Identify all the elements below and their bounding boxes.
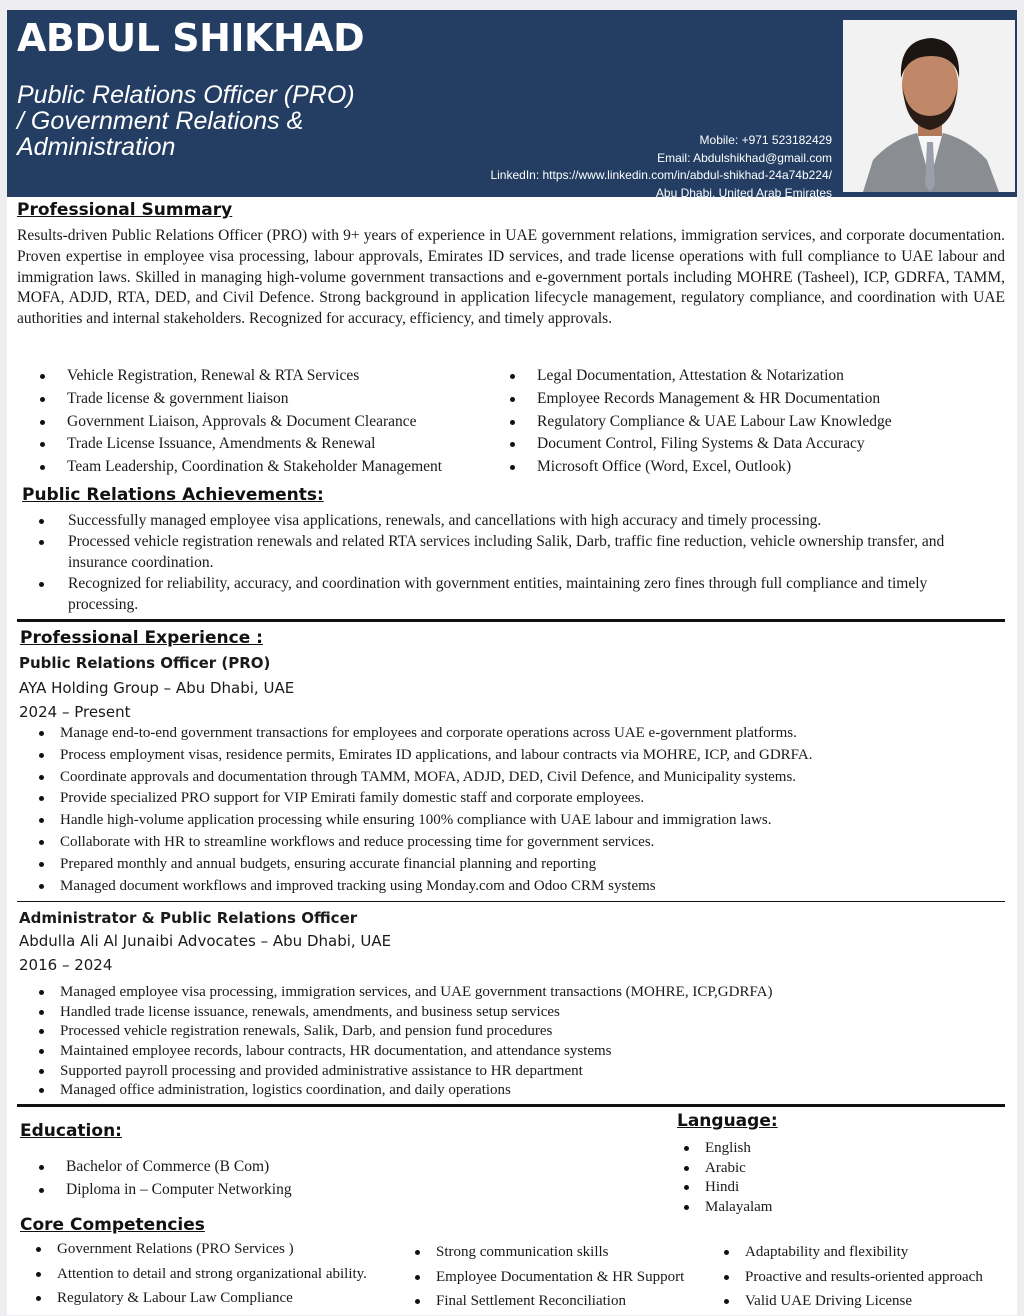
job-bullet: Collaborate with HR to streamline workflows and reduce processing time for government services. — [60, 832, 1000, 854]
skill-item: Government Liaison, Approvals & Document Clearance — [67, 412, 497, 435]
job-bullet: Processed vehicle registration renewals, Salik, Darb, and pension fund procedures — [60, 1021, 1000, 1041]
skill-item: Trade License Issuance, Amendments & Renewal — [67, 434, 497, 457]
achievements-heading: Public Relations Achievements: — [22, 485, 324, 505]
competency-item: Regulatory & Labour Law Compliance — [57, 1288, 417, 1313]
summary-text: Results-driven Public Relations Officer (PRO) with 9+ years of experience in UAE government relations, immigration services, and corporate documentation. Proven expertise in employee visa processing, labour approvals, Emirates ID services, and trade license operations with full compliance to UAE labour and immigration laws. Skilled in managing high-volume government transactions and e-government portals including MOHRE (Tasheel), ICP, GDRFA, TAMM, MOFA, ADJD, RTA, DED, and Civil Defence. Strong background in application lifecycle management, regulatory compliance, and coordination with UAE authorities and internal stakeholders. Recognized for accuracy, efficiency, and timely approvals. — [17, 227, 1005, 328]
competency-item: Government Relations (PRO Services ) — [57, 1239, 417, 1264]
education-item: Diploma in – Computer Networking — [66, 1180, 466, 1203]
job-bullet: Handle high-volume application processing while ensuring 100% compliance with UAE labour and immigration laws. — [60, 810, 1000, 832]
section-divider — [17, 619, 1005, 622]
summary-heading: Professional Summary — [17, 200, 233, 220]
job-bullet: Prepared monthly and annual budgets, ensuring accurate financial planning and reporting — [60, 854, 1000, 876]
achievement-item: Processed vehicle registration renewals and related RTA services including Salik, Darb, traffic fine reduction, vehicle ownership transfer, and insurance coordination. — [68, 532, 953, 574]
skill-item: Microsoft Office (Word, Excel, Outlook) — [537, 457, 977, 480]
skill-item: Trade license & government liaison — [67, 389, 497, 412]
skill-item: Document Control, Filing Systems & Data Accuracy — [537, 434, 977, 457]
job-bullet: Managed document workflows and improved tracking using Monday.com and Odoo CRM systems — [60, 876, 1000, 898]
competency-item: Employee Documentation & HR Support — [436, 1267, 726, 1292]
skills-list-right — [537, 366, 977, 480]
education-list — [66, 1157, 466, 1203]
skill-item: Team Leadership, Coordination & Stakeholder Management — [67, 457, 497, 480]
education-item: Bachelor of Commerce (B Com) — [66, 1157, 466, 1180]
competency-item: Strong communication skills — [436, 1242, 726, 1267]
language-heading: Language: — [677, 1111, 778, 1131]
profile-photo — [843, 20, 1015, 192]
job-title: Administrator & Public Relations Officer — [19, 909, 358, 927]
location: Abu Dhabi, United Arab Emirates — [655, 185, 832, 200]
contact-info — [490, 132, 832, 202]
skill-item: Legal Documentation, Attestation & Notarization — [537, 366, 977, 389]
competencies-heading: Core Competencies — [20, 1215, 205, 1235]
competency-item: Attention to detail and strong organizational ability. — [57, 1264, 417, 1289]
competencies-col1 — [57, 1239, 417, 1313]
email: Email: Abdulshikhad@gmail.com — [657, 150, 832, 165]
language-list — [705, 1138, 905, 1217]
job-divider — [17, 901, 1005, 902]
job-bullet: Process employment visas, residence permits, Emirates ID applications, and labour contracts via MOHRE, ICP, and GDRFA. — [60, 745, 1000, 767]
language-item: Malayalam — [705, 1197, 905, 1217]
job-bullet: Maintained employee records, labour contracts, HR documentation, and attendance systems — [60, 1041, 1000, 1061]
skills-list-left — [67, 366, 497, 480]
section-divider — [17, 1104, 1005, 1107]
linkedin-link[interactable]: LinkedIn: https://www.linkedin.com/in/abdul-shikhad-24a74b224/ — [490, 168, 832, 182]
mobile: Mobile: +971 523182429 — [699, 133, 832, 147]
competencies-col2 — [436, 1242, 726, 1316]
job-bullet: Coordinate approvals and documentation through TAMM, MOFA, ADJD, DED, Civil Defence, and Municipality systems. — [60, 767, 1000, 789]
candidate-title: Public Relations Officer (PRO) / Government Relations & Administration — [17, 81, 355, 161]
skill-item: Regulatory Compliance & UAE Labour Law Knowledge — [537, 412, 977, 435]
achievement-item: Recognized for reliability, accuracy, and coordination with government entities, maintaining zero fines through full compliance and timely processing. — [68, 574, 953, 616]
achievements-list — [68, 511, 953, 616]
education-heading: Education: — [20, 1121, 122, 1141]
job-company: Abdulla Ali Al Junaibi Advocates – Abu Dhabi, UAE — [19, 932, 392, 950]
job-bullet: Provide specialized PRO support for VIP Emirati family domestic staff and corporate employees. — [60, 788, 1000, 810]
job-bullets — [60, 723, 1000, 897]
skill-item: Vehicle Registration, Renewal & RTA Services — [67, 366, 497, 389]
job-dates: 2016 – 2024 — [19, 956, 113, 974]
job-title: Public Relations Officer (PRO) — [19, 654, 271, 672]
job-company: AYA Holding Group – Abu Dhabi, UAE — [19, 679, 295, 697]
job-bullet: Handled trade license issuance, renewals, amendments, and business setup services — [60, 1002, 1000, 1022]
competency-item: Proactive and results-oriented approach — [745, 1267, 1020, 1292]
candidate-name: ABDUL SHIKHAD — [17, 16, 365, 60]
competency-item: Final Settlement Reconciliation — [436, 1291, 726, 1316]
language-item: Hindi — [705, 1177, 905, 1197]
achievement-item: Successfully managed employee visa applications, renewals, and cancellations with high accuracy and timely processing. — [68, 511, 953, 532]
job-bullet: Manage end-to-end government transactions for employees and corporate operations across UAE e-government platforms. — [60, 723, 1000, 745]
competency-item: Adaptability and flexibility — [745, 1242, 1020, 1267]
language-item: English — [705, 1138, 905, 1158]
job-bullet: Managed employee visa processing, immigration services, and UAE government transactions (MOHRE, ICP,GDRFA) — [60, 982, 1000, 1002]
experience-heading: Professional Experience : — [20, 628, 263, 648]
competencies-col3 — [745, 1242, 1020, 1316]
job-dates: 2024 – Present — [19, 703, 131, 721]
job-bullets — [60, 982, 1000, 1100]
job-bullet: Supported payroll processing and provided administrative assistance to HR department — [60, 1061, 1000, 1081]
skill-item: Employee Records Management & HR Documentation — [537, 389, 977, 412]
language-item: Arabic — [705, 1158, 905, 1178]
job-bullet: Managed office administration, logistics coordination, and daily operations — [60, 1080, 1000, 1100]
competency-item: Valid UAE Driving License — [745, 1291, 1020, 1316]
